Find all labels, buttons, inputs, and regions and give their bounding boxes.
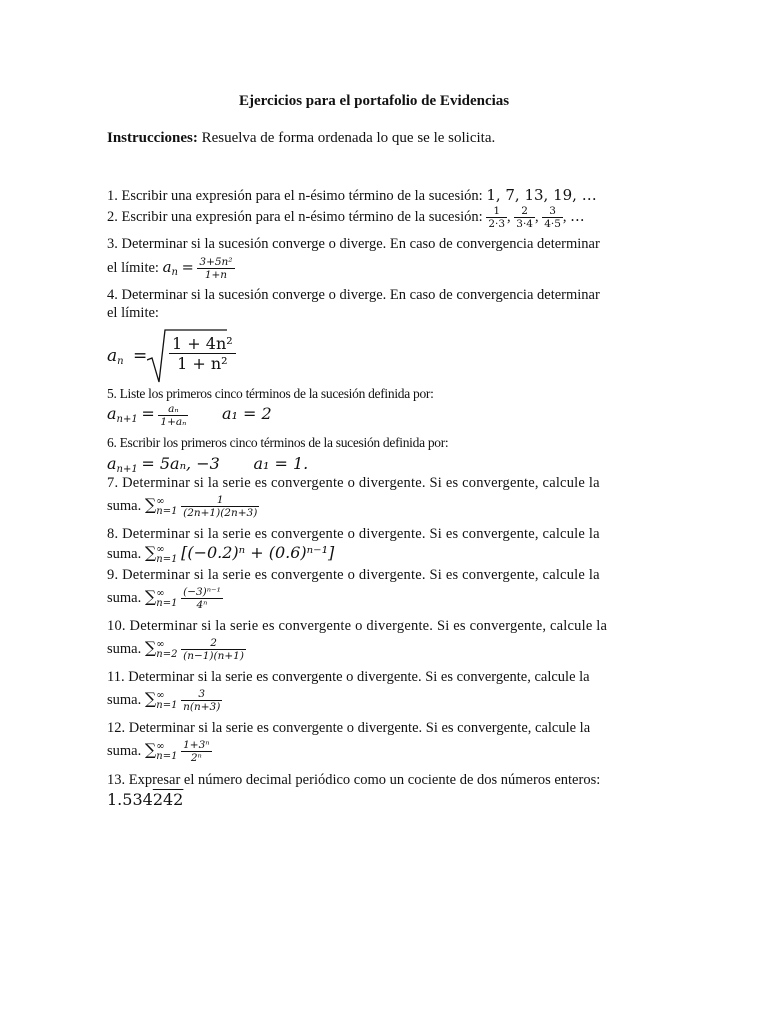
exercise-3-line-2: el límite: $a_n$ = $\frac{\text{3+5n²}}{1+n}$ [107,256,233,281]
page-title: Ejercicios para el portafolio de Evidencias [239,93,510,109]
instructions-text: Resuelva de forma ordenada lo que se le solicita. [197,130,496,146]
instructions [107,130,495,147]
exercise-7-text: 7. Determinar si la serie es convergente o divergente. Si es convergente, calcule la [107,475,600,491]
exercise-8-formula: suma. ∑ ∞ n=1 [(−0.2)ⁿ + (0.6)ⁿ⁻¹] [107,543,335,565]
exercise-11-fraction: $\frac{3}{n(n+3)}$ [183,688,221,713]
exercise-13-text: 13. Expresar el número decimal periódico como un cociente de dos números enteros: [107,772,601,788]
exercise-5-text: 5. Liste los primeros cinco términos de la sucesión definida por: [107,386,434,401]
exercise-1 [107,186,597,205]
exercise-2-text: 2. Escribir una expresión para el n-ésimo término de la sucesión: [107,208,483,225]
exercise-10-fraction: $\frac{2}{(n-1)(n+1)}$ [183,637,244,662]
exercise-9-formula: suma. ∑ ∞ n=1 $\frac{\text{(−3)ⁿ⁻¹}}{\text{4ⁿ}}$ [107,586,221,611]
exercise-5-initial: a₁ = 2 [222,403,272,423]
exercise-1-text: 1. Escribir una expresión para el n-ésimo término de la sucesión: [107,188,483,204]
exercise-13-decimal: 1.534242 [107,790,184,809]
exercise-6-rhs: = 5aₙ, −3 [141,454,220,473]
exercise-10-formula: suma. ∑ ∞ n=2 $\frac{2}{(n-1)(n+1)}$ [107,637,244,662]
exercise-6-formula: $a_{n+1} = 5a_n$, −3 a₁ = 1. [107,454,309,475]
exercise-8-expression: [(−0.2)ⁿ + (0.6)ⁿ⁻¹] [181,543,335,562]
exercise-2-frac-2: $\frac{2}{3\cdot 4}$ [516,205,533,230]
exercise-4-line-1: 4. Determinar si la sucesión converge o diverge. En caso de convergencia determinar [107,287,600,303]
exercise-4-denominator: 1 + n² [177,354,228,373]
exercise-2-frac-1: $\frac{1}{2\cdot 3}$ [488,205,506,230]
exercise-7-formula: suma. ∑ ∞ n=1 $\frac{1}{(2n+1)(2n+3)}$ [107,494,258,519]
repeating-digits: 242 [152,790,184,809]
exercise-9-fraction: $\frac{\text{(−3)ⁿ⁻¹}}{\text{4ⁿ}}$ [183,586,221,611]
exercise-5-fraction: $\frac{\text{aₙ}}{\text{1+aₙ}}$ [160,403,187,428]
exercise-10-text: 10. Determinar si la serie es convergente o divergente. Si es convergente, calcule la [107,618,608,634]
exercise-12-fraction: $\frac{\text{1+3ⁿ}}{\text{2ⁿ}}$ [183,739,210,764]
exercise-5-formula: $a_{n+1}$ = $\frac{\text{aₙ}}{\text{1+aₙ}}$ a₁ = 2 [107,403,272,428]
exercise-3-label: el límite: [107,259,159,276]
exercise-11-text: 11. Determinar si la serie es convergente o divergente. Si es convergente, calcule la [107,669,590,685]
exercise-6-initial: a₁ = 1. [253,454,309,473]
exercise-2: 2. Escribir una expresión para el n-ésimo término de la sucesión: $\frac{1}{2\cdot 3}$ , $\frac{2}{3\cdot 4}$ , $\frac{3}{4\cdot 5}$ , … [107,205,585,230]
exercise-4-line-2: el límite: [107,305,159,321]
exercise-6-text: 6. Escribir los primeros cinco términos de la sucesión definida por: [107,435,449,450]
exercise-11-formula: suma. ∑ ∞ n=1 $\frac{3}{n(n+3)}$ [107,688,221,713]
instructions-label: Instrucciones: [107,130,198,146]
exercise-2-frac-3: $\frac{3}{4\cdot 5}$ [544,205,561,230]
exercise-2-ellipsis: … [570,208,585,225]
exercise-3-fraction: $\frac{\text{3+5n²}}{1+n}$ [199,256,233,281]
exercise-8-text: 8. Determinar si la serie es convergente o divergente. Si es convergente, calcule la [107,526,600,542]
exercise-7-fraction: $\frac{1}{(2n+1)(2n+3)}$ [183,494,258,519]
exercise-12-text: 12. Determinar si la serie es convergente o divergente. Si es convergente, calcule la [107,720,591,736]
exercise-12-formula: suma. ∑ ∞ n=1 $\frac{\text{1+3ⁿ}}{\text{2ⁿ}}$ [107,739,210,764]
exercise-4-numerator: 1 + 4n² [169,334,236,354]
exercise-9-text: 9. Determinar si la serie es convergente o divergente. Si es convergente, calcule la [107,567,600,583]
exercise-1-sequence: 1, 7, 13, 19, … [486,186,597,204]
exercise-3-line-1: 3. Determinar si la sucesión converge o diverge. En caso de convergencia determinar [107,236,600,252]
